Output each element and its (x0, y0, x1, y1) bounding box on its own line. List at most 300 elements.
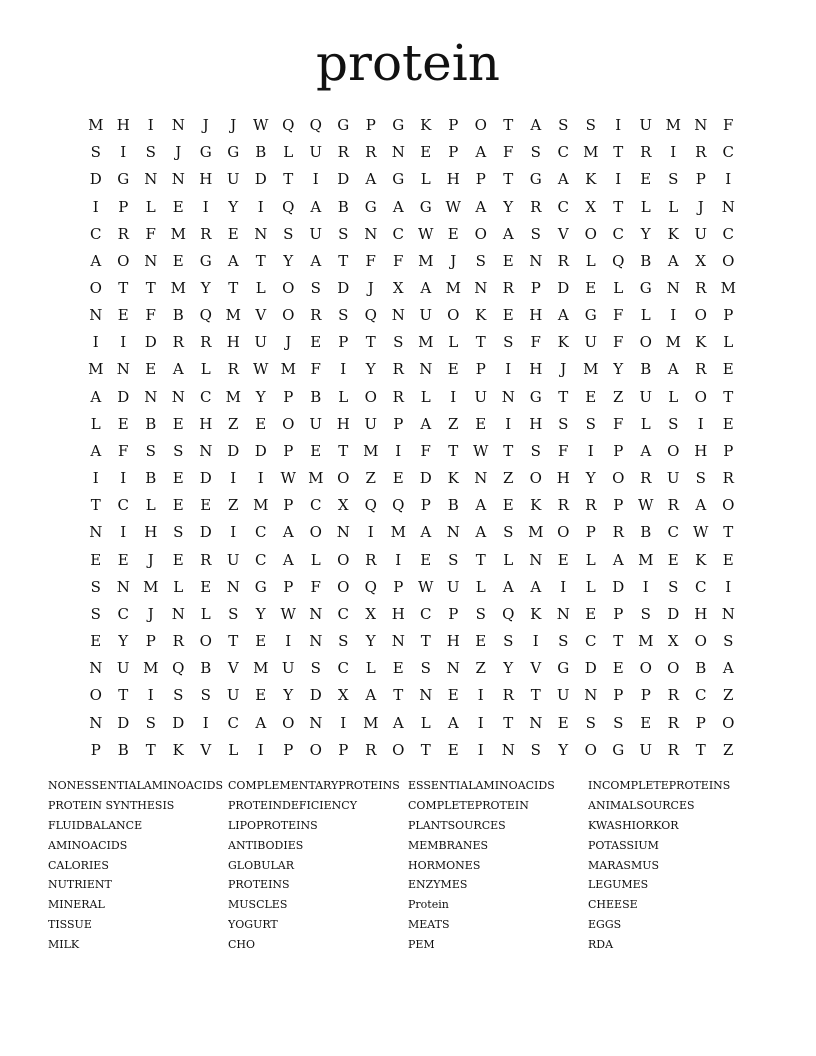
grid-cell: K (695, 333, 707, 352)
grid-cell: E (502, 306, 514, 325)
grid-row (82, 356, 742, 383)
grid-cell: A (447, 713, 459, 732)
grid-cell: J (285, 333, 292, 352)
grid-cell: I (477, 713, 484, 732)
grid-cell: T (228, 632, 239, 651)
grid-cell: C (420, 604, 432, 623)
grid-cell: N (171, 170, 185, 189)
grid-cell: A (255, 713, 267, 732)
grid-cell: E (420, 143, 432, 162)
grid-row (82, 547, 742, 574)
grid-cell: K (585, 170, 597, 189)
grid-cell: P (283, 441, 294, 460)
grid-cell: M (170, 224, 186, 243)
grid-cell: I (340, 713, 347, 732)
grid-cell: A (612, 550, 624, 569)
grid-cell: H (199, 414, 213, 433)
grid-cell: D (254, 170, 267, 189)
grid-cell: O (392, 740, 405, 759)
grid-cell: D (89, 170, 102, 189)
grid-cell: U (639, 116, 653, 135)
grid-cell: H (529, 306, 543, 325)
grid-cell: J (147, 550, 154, 569)
grid-cell: O (337, 550, 350, 569)
word-list-item: TISSUE (48, 918, 92, 932)
grid-cell: E (475, 414, 487, 433)
grid-cell: I (615, 116, 622, 135)
grid-cell: S (668, 577, 679, 596)
grid-row (82, 411, 742, 438)
grid-cell: L (420, 713, 431, 732)
grid-cell: N (309, 713, 323, 732)
grid-cell: X (695, 251, 707, 270)
grid-cell: H (391, 604, 405, 623)
grid-cell: M (308, 469, 324, 488)
grid-cell: R (365, 143, 377, 162)
grid-cell: S (145, 143, 156, 162)
grid-row (82, 737, 742, 764)
grid-cell: Y (558, 740, 569, 759)
grid-cell: Q (612, 251, 625, 270)
grid-cell: I (615, 170, 622, 189)
grid-cell: G (529, 170, 542, 189)
grid-cell: E (640, 713, 652, 732)
grid-cell: P (393, 577, 404, 596)
grid-row (82, 438, 742, 465)
grid-cell: J (450, 251, 457, 270)
grid-cell: P (613, 686, 624, 705)
grid-cell: L (723, 333, 734, 352)
grid-cell: S (503, 523, 514, 542)
grid-cell: R (337, 143, 349, 162)
grid-cell: H (144, 523, 158, 542)
grid-cell: N (89, 659, 103, 678)
grid-cell: S (173, 441, 184, 460)
grid-cell: Z (228, 414, 239, 433)
grid-cell: B (310, 387, 322, 406)
grid-cell: J (697, 197, 704, 216)
grid-cell: L (338, 387, 349, 406)
grid-cell: H (446, 170, 460, 189)
grid-cell: A (475, 197, 487, 216)
grid-cell: R (200, 224, 212, 243)
grid-cell: N (144, 387, 158, 406)
grid-cell: D (172, 713, 185, 732)
grid-cell: A (282, 550, 294, 569)
grid-cell: A (557, 306, 569, 325)
grid-cell: C (392, 224, 404, 243)
grid-cell: Z (448, 414, 459, 433)
grid-cell: A (475, 143, 487, 162)
grid-cell: N (529, 251, 543, 270)
grid-cell: M (638, 632, 654, 651)
grid-cell: S (475, 604, 486, 623)
grid-cell: M (665, 116, 681, 135)
grid-cell: O (722, 713, 735, 732)
grid-cell: J (367, 279, 374, 298)
grid-row (82, 492, 742, 519)
grid-cell: P (145, 632, 156, 651)
grid-cell: A (667, 251, 679, 270)
grid-cell: G (584, 306, 597, 325)
grid-cell: U (226, 170, 240, 189)
grid-cell: R (557, 496, 569, 515)
grid-cell: S (503, 632, 514, 651)
grid-cell: E (447, 360, 459, 379)
grid-cell: I (257, 469, 264, 488)
word-list-item: Protein (408, 898, 449, 912)
grid-cell: E (227, 224, 239, 243)
grid-cell: S (448, 550, 459, 569)
grid-cell: Q (502, 604, 515, 623)
grid-cell: A (420, 523, 432, 542)
grid-cell: S (530, 143, 541, 162)
grid-cell: R (392, 360, 404, 379)
grid-cell: O (117, 251, 130, 270)
grid-row (82, 601, 742, 628)
grid-cell: S (90, 577, 101, 596)
grid-cell: T (558, 387, 569, 406)
grid-cell: G (392, 170, 405, 189)
grid-cell: S (475, 251, 486, 270)
grid-cell: G (557, 659, 570, 678)
grid-row (82, 519, 742, 546)
word-list-item: AMINOACIDS (48, 838, 128, 852)
grid-cell: L (145, 496, 156, 515)
grid-cell: T (228, 279, 239, 298)
grid-cell: R (172, 333, 184, 352)
grid-cell: U (474, 387, 488, 406)
grid-cell: W (280, 604, 296, 623)
grid-cell: R (200, 550, 212, 569)
grid-cell: T (475, 333, 486, 352)
word-list-item: MUSCLES (228, 898, 288, 912)
grid-cell: S (723, 632, 734, 651)
grid-cell: K (557, 333, 569, 352)
grid-cell: I (505, 360, 512, 379)
grid-cell: C (557, 143, 569, 162)
grid-cell: O (309, 523, 322, 542)
grid-cell: I (202, 713, 209, 732)
grid-cell: M (418, 333, 434, 352)
grid-cell: E (172, 251, 184, 270)
grid-cell: L (585, 251, 596, 270)
grid-cell: E (447, 224, 459, 243)
grid-cell: A (420, 279, 432, 298)
grid-cell: N (419, 360, 433, 379)
word-list-item: MILK (48, 938, 80, 952)
grid-cell: C (337, 659, 349, 678)
grid-cell: C (337, 604, 349, 623)
grid-row (82, 221, 742, 248)
grid-cell: M (88, 116, 104, 135)
grid-cell: D (309, 686, 322, 705)
grid-cell: E (200, 577, 212, 596)
grid-cell: L (200, 360, 211, 379)
grid-cell: D (557, 279, 570, 298)
grid-cell: H (694, 441, 708, 460)
grid-cell: L (448, 333, 459, 352)
grid-cell: T (723, 387, 734, 406)
word-list-item: PROTEINS (228, 878, 290, 892)
grid-row (82, 193, 742, 220)
grid-row (82, 465, 742, 492)
word-list-item: ESSENTIALAMINOACIDS (408, 779, 555, 792)
grid-cell: A (310, 251, 322, 270)
grid-cell: T (448, 441, 459, 460)
grid-cell: P (475, 170, 486, 189)
grid-cell: N (446, 659, 460, 678)
grid-row (82, 384, 742, 411)
grid-cell: X (585, 197, 597, 216)
grid-cell: B (447, 496, 459, 515)
word-list-item: YOGURT (228, 918, 278, 932)
grid-cell: L (173, 577, 184, 596)
grid-cell: P (118, 197, 129, 216)
grid-cell: P (283, 740, 294, 759)
grid-cell: U (584, 333, 598, 352)
grid-cell: A (530, 577, 542, 596)
grid-cell: O (199, 632, 212, 651)
grid-cell: B (640, 523, 652, 542)
grid-cell: S (585, 713, 596, 732)
grid-cell: M (390, 523, 406, 542)
grid-cell: I (670, 306, 677, 325)
grid-cell: B (145, 469, 157, 488)
grid-cell: O (282, 713, 295, 732)
grid-cell: N (474, 279, 488, 298)
grid-cell: E (585, 279, 597, 298)
word-list-item: ANTIBODIES (228, 838, 304, 852)
grid-cell: D (337, 170, 350, 189)
grid-cell: S (283, 224, 294, 243)
grid-cell: D (667, 604, 680, 623)
grid-cell: V (255, 306, 267, 325)
word-list-item: PROTEIN SYNTHESIS (48, 798, 175, 812)
grid-cell: N (254, 224, 268, 243)
grid-cell: L (585, 577, 596, 596)
grid-cell: Q (309, 116, 322, 135)
grid-cell: K (667, 224, 679, 243)
grid-cell: M (418, 251, 434, 270)
grid-cell: L (613, 279, 624, 298)
grid-cell: L (420, 170, 431, 189)
grid-cell: R (557, 251, 569, 270)
grid-cell: P (613, 496, 624, 515)
grid-cell: N (474, 469, 488, 488)
grid-cell: M (170, 279, 186, 298)
grid-cell: S (695, 469, 706, 488)
grid-cell: E (502, 251, 514, 270)
grid-cell: R (585, 496, 597, 515)
grid-cell: T (503, 441, 514, 460)
grid-cell: L (640, 306, 651, 325)
grid-cell: R (365, 740, 377, 759)
grid-cell: Z (503, 469, 514, 488)
grid-cell: E (475, 632, 487, 651)
grid-cell: E (502, 496, 514, 515)
grid-cell: R (640, 143, 652, 162)
grid-row (82, 139, 742, 166)
grid-cell: P (613, 604, 624, 623)
word-list-item: INCOMPLETEPROTEINS (588, 779, 731, 792)
grid-cell: A (475, 523, 487, 542)
word-list-item: GLOBULAR (228, 858, 294, 872)
grid-cell: K (530, 496, 542, 515)
grid-cell: K (475, 306, 487, 325)
grid-cell: M (225, 387, 241, 406)
grid-cell: O (722, 251, 735, 270)
grid-cell: V (530, 659, 542, 678)
grid-cell: F (310, 360, 321, 379)
grid-cell: N (89, 306, 103, 325)
grid-cell: C (255, 523, 267, 542)
grid-cell: T (695, 740, 706, 759)
grid-cell: P (448, 143, 459, 162)
grid-cell: S (420, 659, 431, 678)
grid-cell: L (475, 577, 486, 596)
grid-cell: T (118, 686, 129, 705)
grid-cell: T (613, 143, 624, 162)
grid-cell: U (254, 333, 268, 352)
grid-cell: Z (613, 387, 624, 406)
grid-cell: A (722, 659, 734, 678)
grid-cell: R (530, 197, 542, 216)
word-list (48, 776, 788, 955)
grid-cell: O (474, 116, 487, 135)
grid-cell: C (667, 523, 679, 542)
grid-cell: R (117, 224, 129, 243)
grid-cell: O (529, 469, 542, 488)
grid-row (82, 112, 742, 139)
grid-cell: W (280, 469, 296, 488)
grid-cell: J (560, 360, 567, 379)
grid-cell: N (501, 740, 515, 759)
grid-cell: E (420, 550, 432, 569)
grid-cell: A (475, 496, 487, 515)
grid-cell: N (171, 116, 185, 135)
grid-cell: O (639, 333, 652, 352)
grid-cell: S (530, 740, 541, 759)
grid-row (82, 248, 742, 275)
grid-cell: K (530, 604, 542, 623)
grid-cell: Y (365, 360, 376, 379)
grid-cell: F (420, 441, 431, 460)
grid-cell: R (200, 333, 212, 352)
grid-cell: S (338, 632, 349, 651)
grid-cell: E (172, 197, 184, 216)
grid-cell: X (337, 686, 349, 705)
grid-cell: D (419, 469, 432, 488)
grid-cell: E (90, 550, 102, 569)
grid-cell: P (283, 496, 294, 515)
grid-cell: B (200, 659, 212, 678)
grid-cell: Q (282, 116, 295, 135)
grid-cell: T (145, 740, 156, 759)
word-list-item: FLUIDBALANCE (48, 818, 143, 832)
grid-cell: D (254, 441, 267, 460)
grid-cell: I (230, 469, 237, 488)
grid-cell: F (310, 577, 321, 596)
grid-cell: S (338, 306, 349, 325)
grid-cell: E (172, 414, 184, 433)
grid-cell: D (199, 469, 212, 488)
word-list-item: NONESSENTIALAMINOACIDS (48, 779, 224, 792)
grid-cell: M (225, 306, 241, 325)
grid-cell: O (282, 306, 295, 325)
grid-cell: F (613, 333, 624, 352)
word-list-item: CALORIES (48, 858, 109, 872)
grid-cell: T (613, 632, 624, 651)
grid-cell: T (613, 197, 624, 216)
page-title: protein (316, 34, 500, 92)
grid-cell: R (227, 360, 239, 379)
grid-cell: Q (172, 659, 185, 678)
grid-cell: R (365, 550, 377, 569)
grid-cell: R (502, 686, 514, 705)
grid-cell: E (722, 414, 734, 433)
grid-cell: E (117, 414, 129, 433)
grid-cell: M (253, 496, 269, 515)
grid-cell: O (337, 577, 350, 596)
grid-cell: N (721, 197, 735, 216)
grid-cell: P (723, 441, 734, 460)
grid-cell: K (695, 550, 707, 569)
grid-cell: O (694, 387, 707, 406)
grid-cell: O (89, 686, 102, 705)
grid-cell: A (172, 360, 184, 379)
grid-row (82, 709, 742, 736)
grid-cell: E (612, 659, 624, 678)
word-list-item: MINERAL (48, 898, 105, 912)
grid-cell: L (668, 387, 679, 406)
grid-cell: I (587, 441, 594, 460)
grid-cell: R (695, 279, 707, 298)
grid-cell: M (583, 143, 599, 162)
grid-cell: S (200, 686, 211, 705)
grid-cell: S (668, 414, 679, 433)
grid-cell: I (670, 143, 677, 162)
grid-cell: T (338, 251, 349, 270)
grid-cell: B (117, 740, 129, 759)
grid-cell: T (420, 740, 431, 759)
grid-cell: E (722, 360, 734, 379)
grid-cell: C (612, 224, 624, 243)
grid-cell: O (584, 740, 597, 759)
grid-cell: I (532, 632, 539, 651)
grid-cell: I (477, 740, 484, 759)
grid-cell: A (530, 116, 542, 135)
grid-cell: M (528, 523, 544, 542)
grid-cell: D (144, 333, 157, 352)
word-list-item: PEM (408, 938, 435, 952)
grid-cell: O (447, 306, 460, 325)
grid-cell: K (172, 740, 184, 759)
word-list-item: CHO (228, 938, 256, 952)
grid-cell: P (90, 740, 101, 759)
grid-cell: G (612, 740, 625, 759)
grid-cell: W (693, 523, 709, 542)
grid-cell: S (393, 333, 404, 352)
grid-cell: L (255, 279, 266, 298)
grid-cell: P (475, 360, 486, 379)
grid-cell: P (695, 713, 706, 732)
grid-cell: P (530, 279, 541, 298)
word-list-item: LIPOPROTEINS (228, 818, 318, 832)
grid-cell: G (117, 170, 130, 189)
grid-cell: A (310, 197, 322, 216)
grid-cell: J (175, 143, 182, 162)
